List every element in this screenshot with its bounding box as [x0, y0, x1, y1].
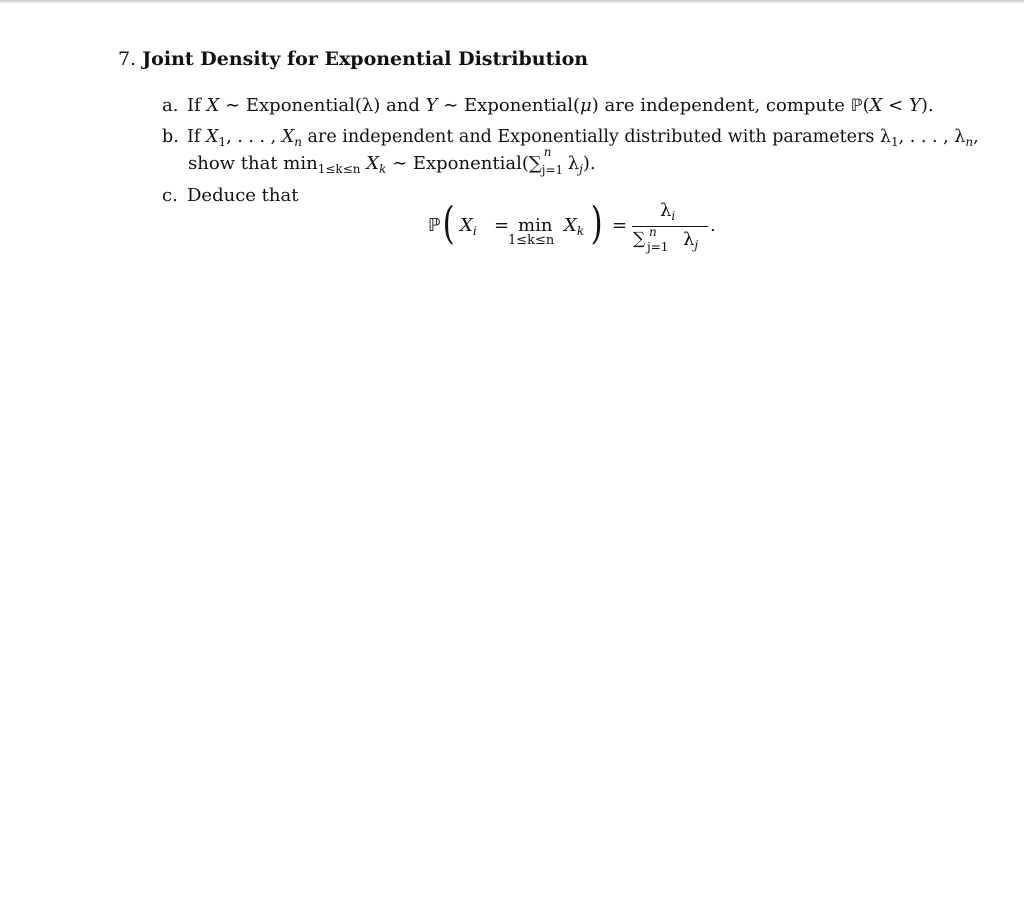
- part-b-line-1: [162, 127, 979, 149]
- math-var: λ: [567, 153, 580, 174]
- period: .: [710, 215, 716, 236]
- math-sub: j=1: [541, 163, 564, 177]
- display-equation: [428, 198, 728, 258]
- left-paren: (: [442, 198, 455, 249]
- math-sub: 1: [218, 135, 227, 149]
- math-var: X: [564, 215, 577, 236]
- part-a: [162, 95, 934, 116]
- part-b-text: are independent and Exponentially distributed with parameters λ: [307, 127, 891, 147]
- math-sub: k: [379, 162, 387, 176]
- part-a-text: If: [187, 95, 201, 116]
- math-sub: 1: [891, 135, 899, 149]
- math-var: Y: [425, 95, 438, 116]
- sum-subscript: j=1: [647, 240, 669, 254]
- part-a-text: ∼ Exponential(λ) and: [225, 95, 420, 116]
- math-sub: k: [576, 224, 585, 238]
- problem-number: 7.: [118, 48, 137, 70]
- math-var: X: [281, 127, 295, 147]
- sum-superscript: n: [649, 225, 657, 239]
- math-sub: j: [579, 162, 583, 176]
- math-var: X: [206, 95, 220, 116]
- paren: ).: [920, 95, 934, 116]
- part-b-text: , . . . ,: [226, 127, 277, 147]
- right-paren: ): [590, 198, 603, 249]
- part-b-text: , . . . , λ: [898, 127, 966, 147]
- math-var: X: [205, 127, 219, 147]
- part-c: [162, 185, 298, 206]
- math-var: μ: [580, 95, 592, 116]
- math-sub: n: [965, 135, 974, 149]
- part-b-label: b.: [162, 127, 179, 147]
- math-sub: i: [472, 224, 477, 238]
- denominator-lambda: λ: [683, 229, 695, 250]
- math-var: Y: [908, 95, 921, 116]
- part-c-label: c.: [162, 185, 178, 206]
- numerator-lambda: λ: [660, 200, 672, 221]
- math-var: X: [869, 95, 883, 116]
- part-a-label: a.: [162, 95, 179, 116]
- math-var: X: [460, 215, 473, 236]
- part-b-text: If: [187, 127, 201, 147]
- problem-title: Joint Density for Exponential Distribution: [142, 48, 589, 70]
- math-var: X: [366, 153, 380, 174]
- math-sup: n: [543, 145, 552, 159]
- equals-sign: =: [612, 215, 628, 236]
- math-sub: j: [694, 238, 699, 252]
- part-c-text: Deduce that: [187, 185, 299, 206]
- min-subscript: 1≤k≤n: [508, 233, 555, 248]
- fraction-bar: [632, 226, 708, 227]
- min-operator: min: [518, 215, 553, 236]
- sum-symbol: ∑: [633, 229, 646, 249]
- probability-symbol: ℙ: [850, 96, 863, 116]
- part-b-text: show that min: [188, 153, 318, 174]
- math-sub: 1≤k≤n: [317, 162, 361, 176]
- math-sub: i: [671, 209, 676, 223]
- probability-symbol: ℙ: [428, 215, 441, 236]
- part-a-text: ∼ Exponential(: [443, 95, 581, 116]
- part-a-text: ) are independent, compute: [591, 95, 845, 116]
- problem-heading: [118, 48, 588, 70]
- part-b-text: ,: [973, 127, 979, 147]
- math-sub: n: [294, 135, 302, 149]
- paren: (: [862, 95, 870, 116]
- part-b-text: ∼ Exponential(∑: [392, 153, 542, 174]
- part-b-line-2: [188, 145, 596, 177]
- math-op: <: [882, 95, 909, 116]
- part-b-text: ).: [582, 153, 596, 174]
- equals-sign: =: [494, 215, 510, 236]
